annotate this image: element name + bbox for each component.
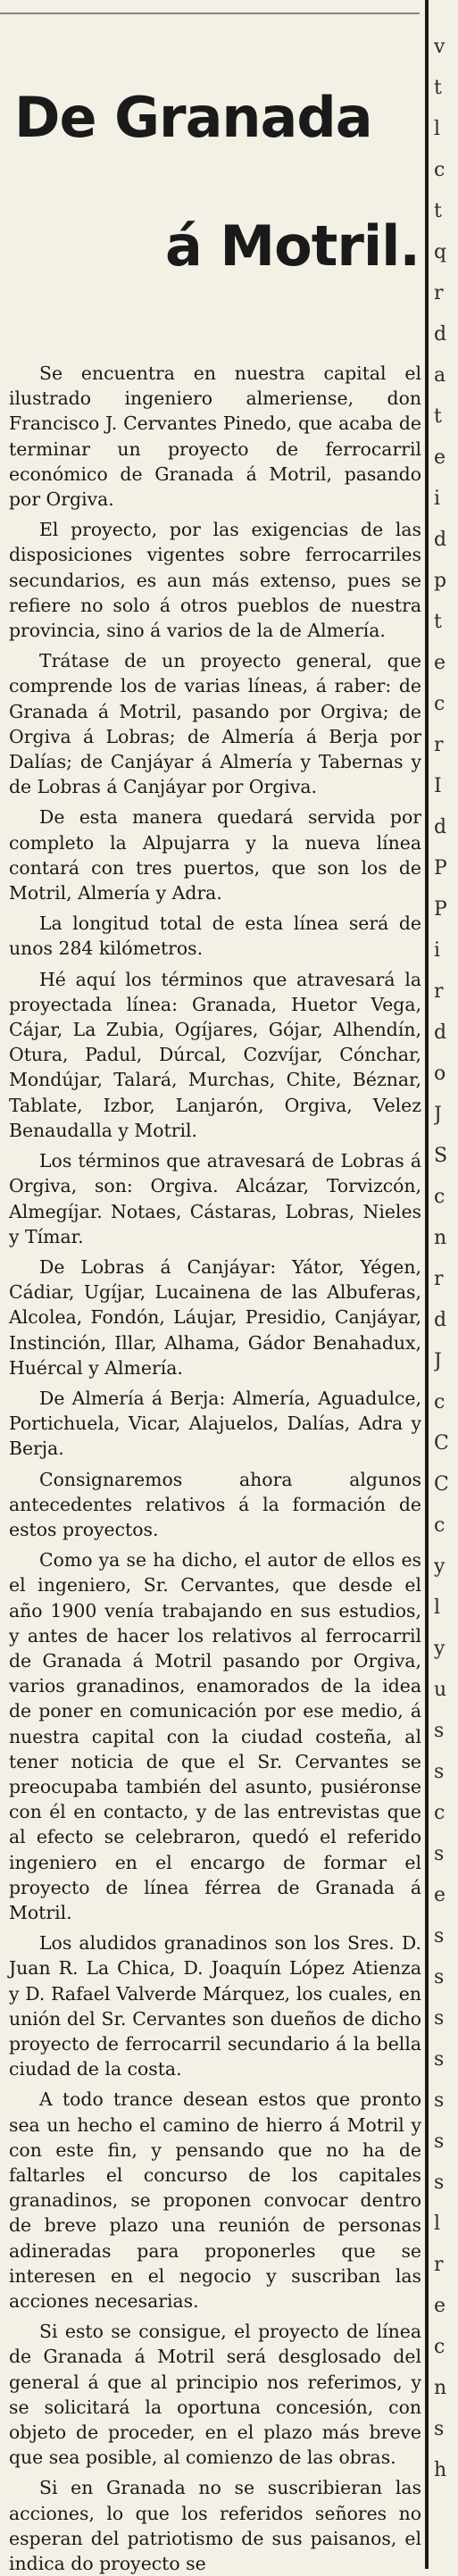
edge-letter: n (434, 2377, 447, 2399)
edge-letter: s (434, 1925, 445, 1947)
newspaper-article (9, 0, 421, 2575)
edge-letter: s (434, 1843, 445, 1865)
article-paragraph: Consignaremos ahora algunos antecedentes relativos á la formación de estos proyectos. (9, 1468, 421, 1540)
edge-letter: s (434, 1720, 445, 1742)
edge-letter: C (434, 1473, 449, 1496)
edge-letter: s (434, 2418, 445, 2440)
edge-letter: s (434, 2048, 445, 2071)
edge-letter: y (434, 1555, 446, 1578)
edge-letter: c (434, 693, 446, 715)
edge-letter: r (434, 282, 444, 304)
edge-letter: e (434, 446, 446, 469)
edge-letter: d (434, 1309, 447, 1331)
edge-letter: d (434, 529, 447, 551)
edge-letter: c (434, 1514, 446, 1537)
edge-letter: s (434, 2007, 445, 2030)
edge-letter: s (434, 1966, 445, 1988)
edge-letter: h (434, 2459, 447, 2481)
edge-letter: e (434, 1884, 446, 1906)
edge-letter: l (434, 118, 441, 140)
edge-letter: q (434, 241, 447, 263)
edge-letter: a (434, 364, 446, 387)
article-body (9, 361, 421, 2576)
edge-letter: c (434, 1186, 446, 1208)
edge-letter: r (434, 734, 444, 756)
edge-letter: r (434, 1268, 444, 1290)
article-paragraph: El proyecto, por las exigencias de las disposiciones vigentes sobre ferrocarriles secundarios, es aun más extenso, pues se refiere no solo á otros pueblos de nuestra provincia, sino á varios de la de Almería. (9, 519, 421, 642)
article-paragraph: Hé aquí los términos que atravesará la proyectada línea: Granada, Huetor Vega, Cájar, La Zubia, Ogíjares, Gójar, Alhendín, Otura, Padul, Dúrcal, Cozvíjar, Cónchar, Mondújar, Talará, Murchas, Chite, Béznar, Tablate, Izbor, Lanjarón, Orgiva, Velez Benaudalla y Motril. (9, 968, 421, 1141)
edge-letter: t (434, 77, 442, 99)
edge-letter: d (434, 816, 447, 838)
edge-letter: C (434, 1432, 449, 1455)
edge-letter: S (434, 1145, 448, 1167)
column-rule (425, 0, 429, 2569)
article-paragraph: Trátase de un proyecto general, que comprende los de varias líneas, á raber: de Granada á Motril, pasando por Orgiva; de Orgiva á Lobras; de Almería á Berja por Dalías; de Canjáyar á Almería y Tabernas y de Lobras á Canjáyar por Orgiva. (9, 650, 421, 798)
edge-letter: t (434, 611, 442, 633)
headline-line-1: De Granada (14, 85, 372, 150)
edge-letter: d (434, 323, 447, 346)
edge-letter: i (434, 488, 441, 510)
article-paragraph: De esta manera quedará servida por completo la Alpujarra y la nueva línea contará con tres puertos, que son los de Motril, Almería y Adra. (9, 806, 421, 905)
article-paragraph: De Almería á Berja: Almería, Aguadulce, Portichuela, Vicar, Alajuelos, Dalías, Adra y Berja. (9, 1387, 421, 1460)
edge-letter: r (434, 2254, 444, 2276)
article-paragraph: A todo trance desean estos que pronto sea un hecho el camino de hierro á Motril y con este fin, y pensando que no ha de faltarles el concurso de los capitales granadinos, se proponen convocar dentro de breve plazo una reunión de personas adineradas para proponerles que se interesen en el negocio y suscriban las acciones necesarias. (9, 2088, 421, 2313)
edge-letter: y (434, 1638, 446, 1660)
article-paragraph: La longitud total de esta línea será de unos 284 kilómetros. (9, 913, 421, 960)
edge-letter: e (434, 652, 446, 674)
edge-letter: v (434, 36, 446, 58)
edge-letter: P (434, 898, 447, 921)
edge-letter: c (434, 159, 446, 181)
article-paragraph: Los aludidos granadinos son los Sres. D. Juan R. La Chica, D. Joaquín López Atienza y D. Rafael Valverde Márquez, los cuales, en unión del Sr. Cervantes son dueños de dicho proyecto de ferrocarril secundario á la bella ciudad de la costa. (9, 1932, 421, 2080)
headline-line-2: á Motril. (165, 213, 420, 279)
edge-letter: n (434, 1227, 447, 1249)
edge-letter: r (434, 980, 444, 1003)
edge-letter: J (434, 1350, 442, 1372)
edge-letter: l (434, 2213, 441, 2235)
edge-letter: c (434, 2336, 446, 2358)
article-paragraph: Si en Granada no se suscribieran las acciones, lo que los referidos señores no esperan del patriotismo de sus paisanos, el indica do proyecto se (9, 2477, 421, 2575)
edge-letter: J (434, 1104, 442, 1126)
adjacent-column-fragment (434, 0, 458, 2569)
edge-letter: P (434, 857, 447, 880)
edge-letter: t (434, 405, 442, 428)
edge-letter: s (434, 2130, 445, 2153)
edge-letter: o (434, 1063, 446, 1085)
edge-letter: l (434, 1596, 441, 1619)
edge-letter: e (434, 2295, 446, 2317)
article-paragraph: Si esto se consigue, el proyecto de línea de Granada á Motril será desglosado del general á que al principio nos referimos, y se solicitará la oportuna concesión, con objeto de proceder, en el plazo más breve que sea posible, al comienzo de las obras. (9, 2321, 421, 2469)
edge-letter: d (434, 1021, 447, 1044)
edge-letter: s (434, 2172, 445, 2194)
article-headline (9, 21, 421, 343)
edge-letter: s (434, 2089, 445, 2112)
edge-letter: u (434, 1679, 447, 1701)
edge-letter: s (434, 1761, 445, 1783)
edge-letter: p (434, 570, 447, 592)
edge-letter: i (434, 939, 441, 962)
edge-letter: c (434, 1802, 446, 1824)
article-paragraph: Se encuentra en nuestra capital el ilustrado ingeniero almeriense, don Francisco J. Cervantes Pinedo, que acaba de terminar un proyecto de ferrocarril económico de Granada á Motril, pasando por Orgiva. (9, 363, 421, 511)
article-paragraph: Los términos que atravesará de Lobras á Orgiva, son: Orgiva. Alcázar, Torvizcón, Almegíjar. Notaes, Cástaras, Lobras, Nieles y Tímar. (9, 1150, 421, 1247)
article-paragraph: De Lobras á Canjáyar: Yátor, Yégen, Cádiar, Ugíjar, Lucainena de las Albuferas, Alcolea, Fondón, Láujar, Presidio, Canjáyar, Instinción, Illar, Alhama, Gádor Benahadux, Huércal y Almería. (9, 1255, 421, 1379)
edge-letter: t (434, 200, 442, 222)
article-paragraph: Como ya se ha dicho, el autor de ellos es el ingeniero, Sr. Cervantes, que desde el año 1900 venía trabajando en sus estudios, y antes de hacer los relativos al ferrocarril de Granada á Motril pasando por Orgiva, varios granadinos, enamorados de la idea de poner en comunicación por ese medio, á nuestra capital con la ciudad costeña, al tener noticia de que el Sr. Cervantes se preocupaba también del asunto, pusiéronse con él en contacto, y de las entrevistas que al efecto se celebraron, quedó el referido ingeniero en el encargo de formar el proyecto de línea férrea de Granada á Motril. (9, 1549, 421, 1923)
edge-letter: I (434, 775, 442, 797)
edge-letter: c (434, 1391, 446, 1413)
